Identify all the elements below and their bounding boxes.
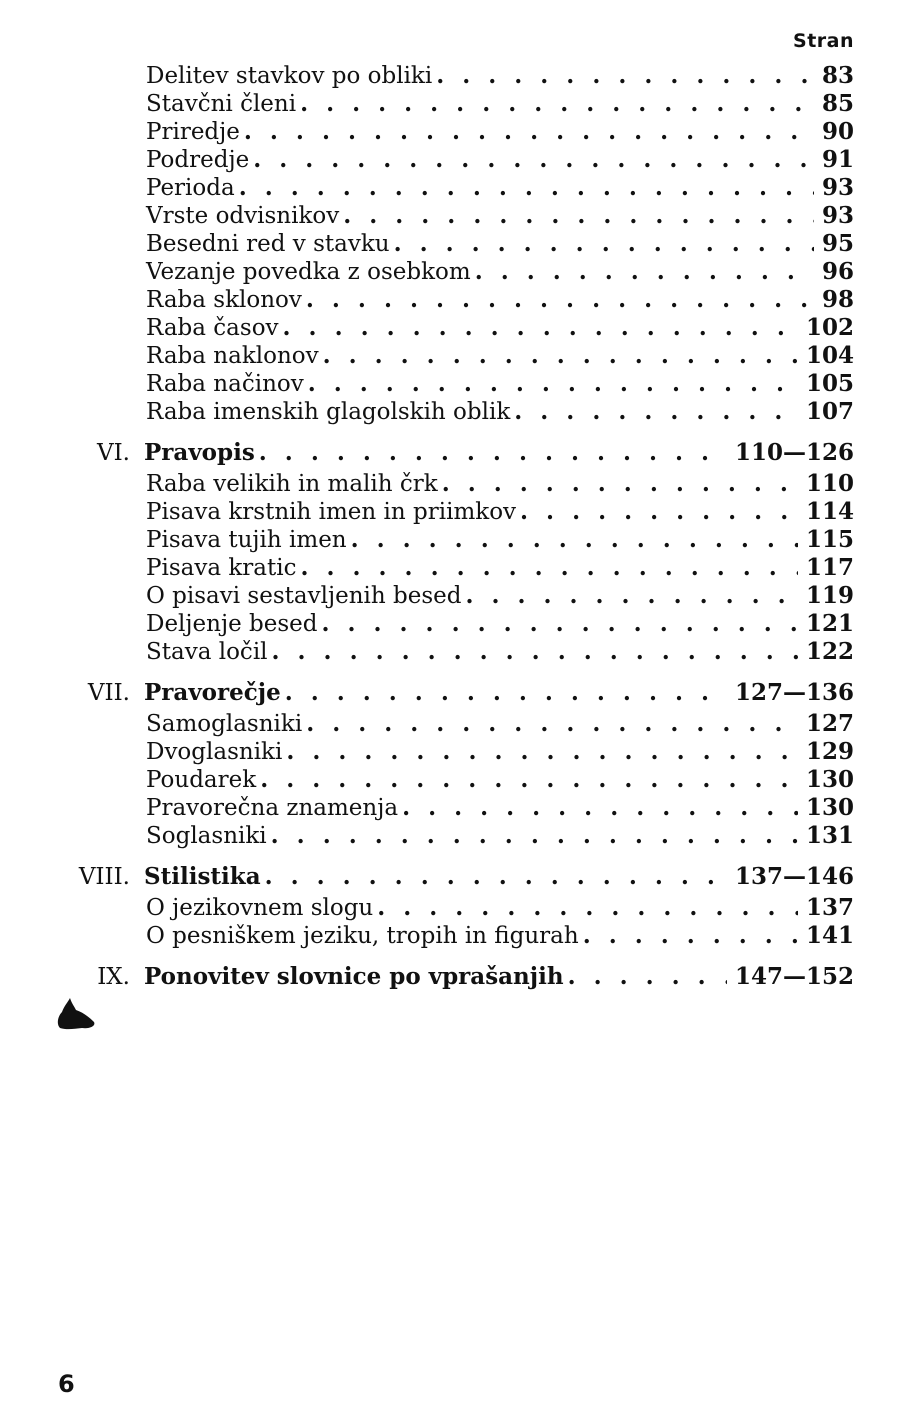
toc-section xyxy=(60,676,854,850)
toc-chapter-heading xyxy=(60,960,854,994)
toc-entry xyxy=(60,202,854,230)
entry-title: Stava ločil xyxy=(146,638,272,666)
entry-title: Raba sklonov xyxy=(146,286,306,314)
entry-page-number: 95 xyxy=(814,230,854,258)
entry-title: Vezanje povedka z osebkom xyxy=(146,258,475,286)
dot-leader xyxy=(322,610,798,638)
entry-title: Raba načinov xyxy=(146,370,308,398)
entry-title: Raba naklonov xyxy=(146,342,323,370)
chapter-page-range: 127—136 xyxy=(727,676,854,710)
entry-page-number: 122 xyxy=(798,638,854,666)
dot-leader xyxy=(568,960,727,994)
toc-entry xyxy=(60,526,854,554)
entry-title: Pisava tujih imen xyxy=(146,526,351,554)
entry-title: O pesniškem jeziku, tropih in figurah xyxy=(146,922,583,950)
dot-leader xyxy=(520,498,798,526)
entry-page-number: 130 xyxy=(798,766,854,794)
entry-title: Delitev stavkov po obliki xyxy=(146,62,436,90)
dot-leader xyxy=(394,230,814,258)
entry-page-number: 90 xyxy=(814,118,854,146)
toc-chapter-heading xyxy=(60,676,854,710)
toc-entry xyxy=(60,710,854,738)
entry-title: Raba velikih in malih črk xyxy=(146,470,442,498)
dot-leader xyxy=(442,470,798,498)
entry-page-number: 85 xyxy=(814,90,854,118)
toc-entry xyxy=(60,398,854,426)
dot-leader xyxy=(308,370,798,398)
toc-entry xyxy=(60,258,854,286)
dot-leader xyxy=(436,62,814,90)
dot-leader xyxy=(271,822,798,850)
entry-title: Raba imenskih glagolskih oblik xyxy=(146,398,514,426)
dot-leader xyxy=(402,794,798,822)
entry-title: Besedni red v stavku xyxy=(146,230,394,258)
chapter-page-range: 110—126 xyxy=(727,436,854,470)
dot-leader xyxy=(285,676,727,710)
toc-entry xyxy=(60,766,854,794)
entry-title: Dvoglasniki xyxy=(146,738,286,766)
toc-chapter-heading xyxy=(60,860,854,894)
dot-leader xyxy=(286,738,798,766)
entry-title: Samoglasniki xyxy=(146,710,306,738)
toc-entry xyxy=(60,822,854,850)
entry-title: Poudarek xyxy=(146,766,260,794)
toc-entry xyxy=(60,90,854,118)
entry-page-number: 91 xyxy=(814,146,854,174)
entry-title: Vrste odvisnikov xyxy=(146,202,343,230)
entry-title: O pisavi sestavljenih besed xyxy=(146,582,465,610)
entry-page-number: 127 xyxy=(798,710,854,738)
dot-leader xyxy=(351,526,798,554)
dot-leader xyxy=(301,554,798,582)
toc-section xyxy=(60,436,854,666)
toc-entry xyxy=(60,286,854,314)
chapter-numeral: VII. xyxy=(87,680,130,706)
entry-page-number: 141 xyxy=(798,922,854,950)
toc-entry xyxy=(60,738,854,766)
toc-section xyxy=(60,960,854,994)
toc-entry xyxy=(60,922,854,950)
toc-entry xyxy=(60,370,854,398)
dot-leader xyxy=(260,766,798,794)
entry-title: Soglasniki xyxy=(146,822,271,850)
entry-title: Perioda xyxy=(146,174,239,202)
dot-leader xyxy=(300,90,814,118)
chapter-title: Pravopis xyxy=(144,436,259,470)
toc-entry xyxy=(60,146,854,174)
entry-title: Deljenje besed xyxy=(146,610,322,638)
dot-leader xyxy=(265,860,727,894)
entry-page-number: 129 xyxy=(798,738,854,766)
chapter-page-range: 137—146 xyxy=(727,860,854,894)
entry-page-number: 130 xyxy=(798,794,854,822)
entry-page-number: 105 xyxy=(798,370,854,398)
dot-leader xyxy=(583,922,798,950)
entry-page-number: 121 xyxy=(798,610,854,638)
toc-entry xyxy=(60,118,854,146)
entry-title: Pisava krstnih imen in priimkov xyxy=(146,498,520,526)
entry-page-number: 115 xyxy=(798,526,854,554)
entry-page-number: 110 xyxy=(798,470,854,498)
entry-page-number: 137 xyxy=(798,894,854,922)
entry-page-number: 93 xyxy=(814,174,854,202)
dot-leader xyxy=(306,710,798,738)
entry-page-number: 104 xyxy=(798,342,854,370)
toc-entry xyxy=(60,470,854,498)
toc-entry xyxy=(60,582,854,610)
toc-entry xyxy=(60,342,854,370)
toc-entry xyxy=(60,610,854,638)
page-column-header: Stran xyxy=(793,30,854,52)
entry-page-number: 119 xyxy=(798,582,854,610)
toc-entry xyxy=(60,314,854,342)
chapter-numeral: IX. xyxy=(97,964,130,990)
chapter-title: Pravorečje xyxy=(144,676,285,710)
chapter-title: Stilistika xyxy=(144,860,265,894)
entry-title: Pisava kratic xyxy=(146,554,301,582)
table-of-contents xyxy=(60,62,854,1004)
dot-leader xyxy=(272,638,798,666)
chapter-page-range: 147—152 xyxy=(727,960,854,994)
chapter-numeral: VI. xyxy=(96,440,130,466)
dot-leader xyxy=(259,436,727,470)
entry-page-number: 98 xyxy=(814,286,854,314)
entry-page-number: 117 xyxy=(798,554,854,582)
chapter-numeral: VIII. xyxy=(78,864,130,890)
toc-entry xyxy=(60,894,854,922)
dot-leader xyxy=(306,286,814,314)
toc-entry xyxy=(60,230,854,258)
entry-title: Pravorečna znamenja xyxy=(146,794,402,822)
entry-page-number: 107 xyxy=(798,398,854,426)
entry-page-number: 102 xyxy=(798,314,854,342)
entry-page-number: 96 xyxy=(814,258,854,286)
toc-entry xyxy=(60,638,854,666)
dot-leader xyxy=(283,314,798,342)
entry-title: Priredje xyxy=(146,118,244,146)
toc-entry xyxy=(60,794,854,822)
entry-page-number: 114 xyxy=(798,498,854,526)
dot-leader xyxy=(323,342,798,370)
entry-title: O jezikovnem slogu xyxy=(146,894,377,922)
entry-page-number: 93 xyxy=(814,202,854,230)
dot-leader xyxy=(465,582,798,610)
dot-leader xyxy=(239,174,814,202)
entry-page-number: 83 xyxy=(814,62,854,90)
entry-title: Stavčni členi xyxy=(146,90,300,118)
entry-title: Raba časov xyxy=(146,314,283,342)
dot-leader xyxy=(244,118,814,146)
toc-section xyxy=(60,62,854,426)
entry-title: Podredje xyxy=(146,146,253,174)
toc-chapter-heading xyxy=(60,436,854,470)
toc-entry xyxy=(60,498,854,526)
ink-blot-mark xyxy=(54,996,98,1030)
toc-entry xyxy=(60,174,854,202)
entry-page-number: 131 xyxy=(798,822,854,850)
toc-entry xyxy=(60,554,854,582)
page-number: 6 xyxy=(58,1370,75,1398)
dot-leader xyxy=(377,894,798,922)
toc-entry xyxy=(60,62,854,90)
dot-leader xyxy=(475,258,814,286)
chapter-title: Ponovitev slovnice po vprašanjih xyxy=(144,960,568,994)
dot-leader xyxy=(253,146,814,174)
toc-section xyxy=(60,860,854,950)
dot-leader xyxy=(343,202,814,230)
dot-leader xyxy=(514,398,798,426)
